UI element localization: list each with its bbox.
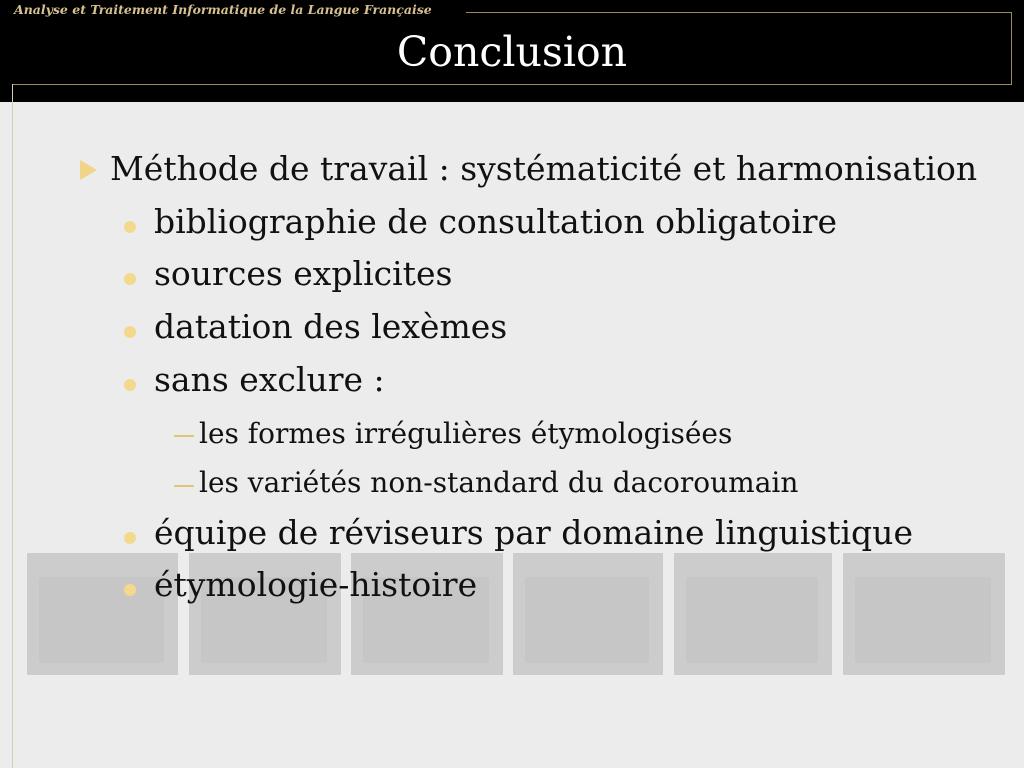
photo-tile-shade <box>855 577 991 663</box>
photo-tile <box>513 553 663 675</box>
list-item: équipe de réviseurs par domaine linguistique <box>154 513 913 552</box>
photo-tile <box>674 553 832 675</box>
slide-title: Conclusion <box>396 28 628 76</box>
header-rule-top <box>466 12 1011 13</box>
sub-list-item: les variétés non-standard du dacoroumain <box>199 466 799 499</box>
photo-tile <box>843 553 1005 675</box>
list-item: bibliographie de consultation obligatoire <box>154 202 838 241</box>
round-bullet-icon <box>124 221 136 233</box>
triangle-bullet-icon <box>80 160 97 180</box>
list-item: sources explicites <box>154 254 453 293</box>
sub-list-item: les formes irrégulières étymologisées <box>199 417 733 450</box>
photo-tile-shade <box>39 577 164 663</box>
header-rule-bottom <box>12 84 1012 85</box>
dash-bullet-icon <box>174 485 194 487</box>
dash-bullet-icon <box>174 435 194 437</box>
list-item: datation des lexèmes <box>154 307 508 346</box>
list-item: étymologie-histoire <box>154 565 478 604</box>
round-bullet-icon <box>124 326 136 338</box>
left-rule <box>12 84 13 768</box>
main-point: Méthode de travail : systématicité et harmonisation <box>110 149 978 188</box>
photo-tile-shade <box>686 577 818 663</box>
round-bullet-icon <box>124 273 136 285</box>
list-item: sans exclure : <box>154 360 385 399</box>
round-bullet-icon <box>124 584 136 596</box>
photo-tile-shade <box>525 577 649 663</box>
round-bullet-icon <box>124 532 136 544</box>
slide-header <box>0 0 1024 102</box>
round-bullet-icon <box>124 379 136 391</box>
header-topic: Analyse et Traitement Informatique de la Langue Française <box>14 2 432 17</box>
